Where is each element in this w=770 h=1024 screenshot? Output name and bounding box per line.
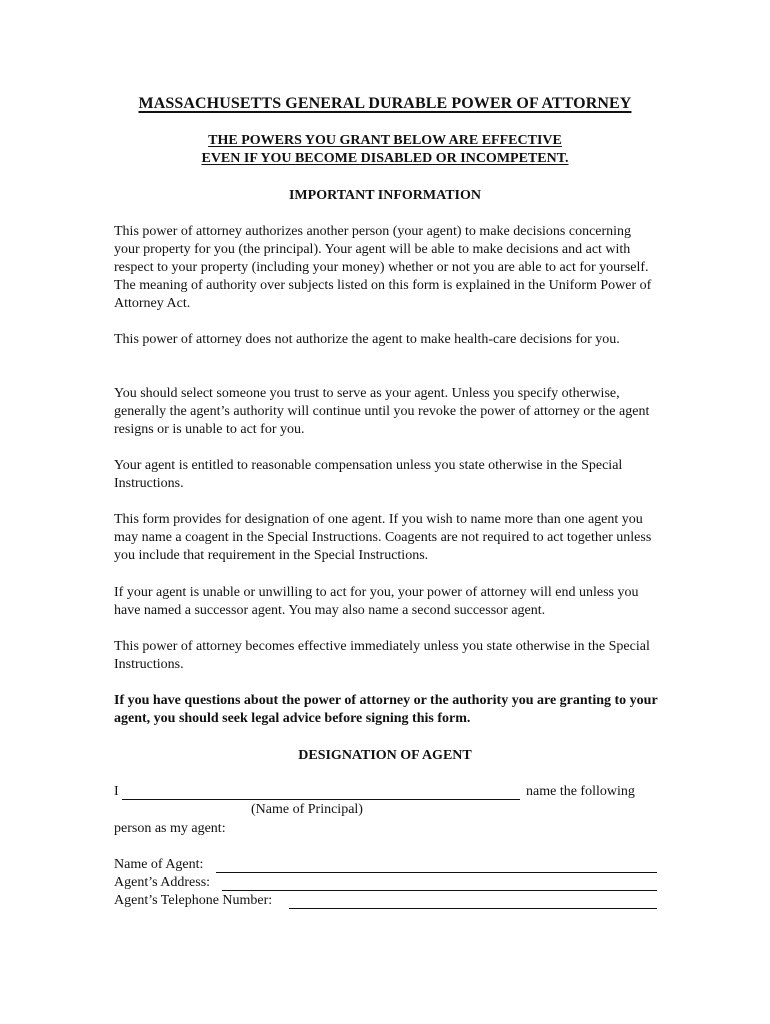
paragraph-coagent: This form provides for designation of one agent. If you wish to name more than one agent you may name a coagent in the Special Instructions. Coagents are not required to act together unless you include that requirement in the Special Instructions. [114,512,652,563]
designation-prefix: I [114,784,119,799]
effective-notice-line-2: EVEN IF YOU BECOME DISABLED OR INCOMPETENT. [201,151,569,166]
agent-name-label: Name of Agent: [114,857,204,872]
principal-name-field[interactable] [122,799,520,800]
agent-address-field[interactable] [222,890,657,891]
paragraph-effective-date: This power of attorney becomes effective immediately unless you state otherwise in the Special Instructions. [114,639,650,672]
paragraph-successor-agent: If your agent is unable or unwilling to act for you, your power of attorney will end unless you have named a successor agent. You may also name a second successor agent. [114,585,639,618]
paragraph-authorization: This power of attorney authorizes another person (your agent) to make decisions concerning your property for you (the principal). Your agent will be able to make decisions and act with respect to your property (including your money) whether or not you are able to act for yourself. The meaning of authority over subjects listed on this form is explained in the Uniform Power of Attorney Act. [114,224,652,311]
designation-of-agent-heading: DESIGNATION OF AGENT [298,748,472,763]
agent-name-field[interactable] [216,872,657,873]
agent-address-label: Agent’s Address: [114,875,211,890]
paragraph-compensation: Your agent is entitled to reasonable compensation unless you state otherwise in the Special Instructions. [114,458,623,491]
document-title: MASSACHUSETTS GENERAL DURABLE POWER OF ATTORNEY [138,95,632,112]
designation-suffix: name the following [526,784,635,799]
effective-notice-line-1: THE POWERS YOU GRANT BELOW ARE EFFECTIVE [208,133,562,148]
principal-name-caption: (Name of Principal) [251,802,363,817]
important-information-heading: IMPORTANT INFORMATION [288,188,481,203]
designation-continuation: person as my agent: [114,821,226,836]
agent-phone-field[interactable] [289,908,657,909]
paragraph-select-agent: You should select someone you trust to serve as your agent. Unless you specify otherwise, generally the agent’s authority will continue until you revoke the power of attorney or the agent resigns or is unable to act for you. [114,386,650,437]
paragraph-health-care: This power of attorney does not authorize the agent to make health-care decisions for you. [114,332,620,347]
legal-advice-notice: If you have questions about the power of attorney or the authority you are granting to your agent, you should seek legal advice before signing this form. [114,693,658,726]
agent-phone-label: Agent’s Telephone Number: [114,893,273,908]
